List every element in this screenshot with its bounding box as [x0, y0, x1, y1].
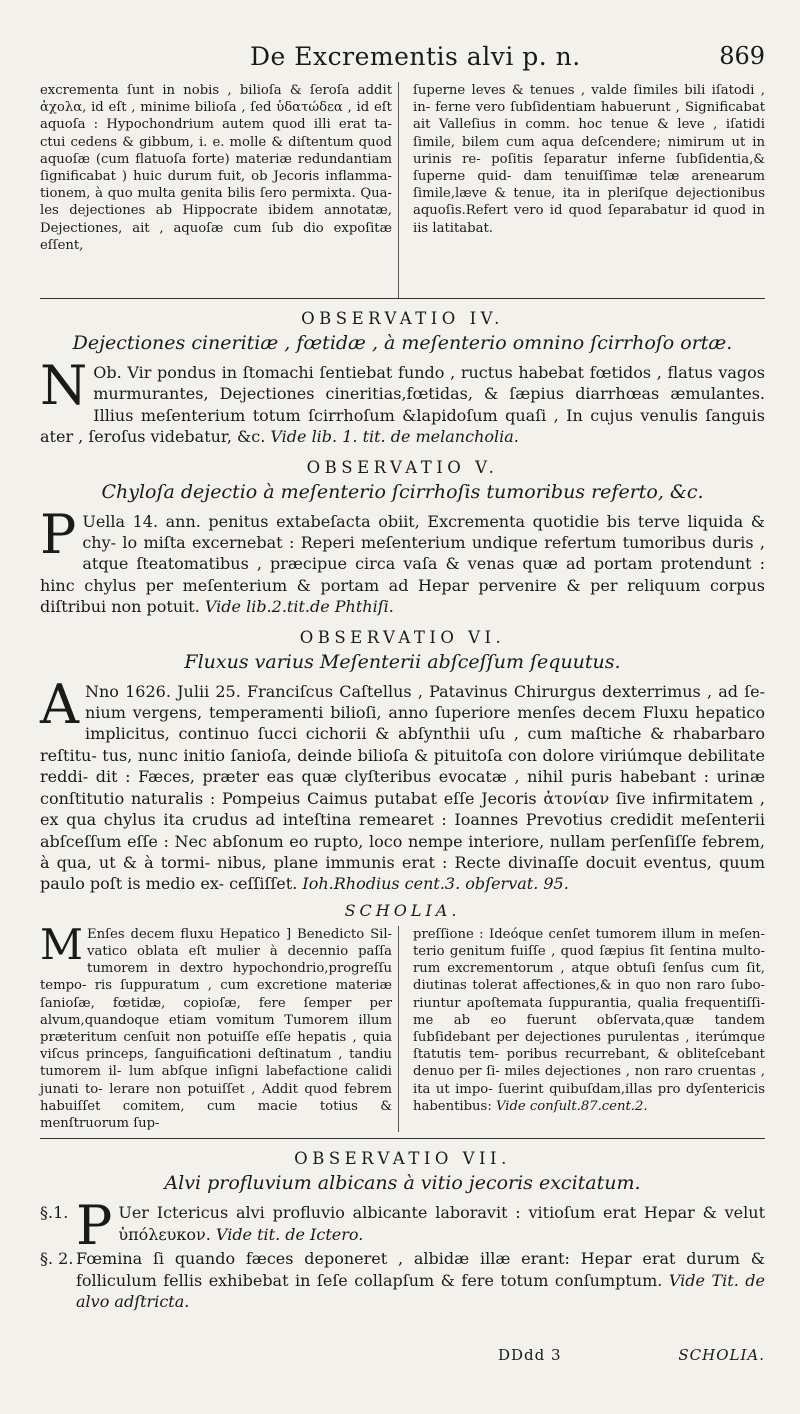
observation-title: Alvi profluvium albicans à vitio jecoris excitatum.: [164, 1172, 641, 1195]
observation-heading: OBSERVATIO VI.: [299, 627, 506, 647]
cross-reference: Vide conſult.87.cent.2.: [495, 1098, 648, 1114]
continued-text-right: ſuperne leves & tenues , valde ſimiles bili iſatodi , in- ferne vero ſubſidentiam habuerunt , Significabat ait Valleſius in comm. hoc tenue & leve , iſatidi ſimile, bilem cum aqua deſcendere; nimirum ut in urinis re- poſitis ſeparatur inferne ſubſidentia,& ſuperne quid- dam tenuiſſimæ telæ arenearum ſimile,læve & tenue, ita in pleriſque dejectionibus aquoſis.Refert vero id quod ſeparabatur id quod in iis latitabat.: [413, 83, 765, 236]
observation-body: [40, 354, 765, 448]
observation-4: [40, 309, 765, 448]
observation-5: [40, 458, 765, 618]
observation-text: Uella 14. ann. penitus extabeſacta obiit, Excrementa quotidie bis terve liquida & chy- lo miſta excernebat : Reperi meſenterium undique refertum tumoribus duris , atque ſteatomatibus , præcipue circa vaſa & venas quæ ad portam protendunt : hinc chylus per meſenterium & portam ad Hepar pervenire & per reliquum corpus diſtribui non potuit.: [40, 511, 765, 617]
observation-heading: OBSERVATIO V.: [306, 457, 499, 477]
book-page: [40, 40, 765, 1386]
observation-heading: OBSERVATIO VII.: [294, 1149, 511, 1169]
observation-7: [40, 1149, 765, 1312]
observation-text: Ob. Vir pondus in ſtomachi ſentiebat fundo , ructus habebat fœtidos , flatus vagos murmurantes, Dejectiones cineritias,fœtidas, & ſæpius diarrhœas æmulantes. Illius meſenterium totum ſcirrhoſum &lapidoſum quaſi , In cujus venulis ſanguis ater , ſeroſus videbatur, &c.: [40, 363, 765, 447]
cross-reference: Vide lib. 1. tit. de melancholia.: [270, 427, 519, 447]
section-mark: §. 2.: [40, 1249, 74, 1269]
scholia-right-text: preſſione : Ideóque cenſet tumorem illum in meſen- terio genitum fuiſſe , quod ſæpius ſit ſentina multo- rum excrementorum , atque obtuſi ſenſus cum ſit, diutinas tolerat affectiones,& in quo non raro ſubo- riuntur apoſtemata ſuppurantia, qualia frequentiſſi- me ab eo fuerunt obſervata,quæ tandem ſubſidebant per dejectiones purulentas , iterúmque ſtatutis tem- poribus recurrebant, & obliteſcebant denuo per ſi- miles dejectiones , non raro cruentas , ita ut impo- ſuerint quibuſdam,illas pro dyſentericis habentibus:: [413, 926, 765, 1114]
observation-heading: OBSERVATIO IV.: [301, 309, 504, 328]
drop-cap: P: [40, 502, 77, 566]
cross-reference: Ioh.Rhodius cent.3. obſervat. 95.: [302, 874, 569, 894]
paragraph-text: Fœmina ſi quando fæces deponeret , albidæ illæ erant: Hepar erat durum & folliculum fellis exhibebat in ſeſe collapſum & fere totum conſumptum.: [76, 1249, 765, 1290]
scholia-right-column: [413, 926, 765, 1132]
observation-body: [40, 672, 765, 895]
cross-reference: Vide lib.2.tit.de Phthiſi.: [204, 597, 394, 617]
scholia-heading: SCHOLIA.: [344, 900, 461, 920]
continued-text-left: excrementa ſunt in nobis , bilioſa & ſeroſa addit ἀχολα, id eſt , minime bilioſa , ſed ὑδατώδεα , id eſt aquoſa : Hypochondrium autem quod illi erat ta- ctui cedens & gibbum, i. e. molle & diſtentum quod aquoſæ (cum flatuoſa forte) materiæ redundantiam ſignificabat ) huic durum fuit, ob Jecoris inflamma- tionem, à quo multa genita bilis ſero permixta. Qua- les dejectiones ab Hippocrate ibidem annotatæ, Dejectiones, ait , aquoſæ cum ſub dio expoſitæ eſſent,: [40, 82, 399, 298]
observation-body: [40, 502, 765, 618]
paragraph-body: [76, 1194, 765, 1258]
section-divider: [40, 1138, 765, 1139]
cross-reference: Vide tit. de Ictero.: [215, 1224, 364, 1244]
section-mark: §.1.: [40, 1203, 69, 1223]
paragraph-2: [40, 1248, 765, 1312]
scholia-left-text: Enſes decem fluxu Hepatico ] Benedicto Sil- vatico oblata eſt mulier à decennio paſſa tumorem in dextro hypochondrio,progreſſu tempo- ris ſuppuratum , cum excretione materiæ ſanioſæ, fœtidæ, copioſæ, fere ſemper per alvum,quandoque etiam vomitum Tumorem illum præteritum cenſuit non potuiſſe eſſe hepatis , quia viſcus princeps, ſanguificationi deſtinatum , tandiu tumorem il- lum abſque inſigni labefactione calidi junati to- lerare non potuiſſet , Addit quod febrem habuiſſet comitem, cum macie totius & menſtruorum ſup-: [40, 926, 392, 1131]
observation-title: Dejectiones cineritiæ , fœtidæ , à meſenterio omnino ſcirrhoſo ortæ.: [72, 332, 733, 354]
drop-cap: M: [40, 919, 84, 969]
scholia: [40, 901, 765, 1132]
paragraph-text: Uer Ictericus alvi profluvio albicante laboravit : vitioſum erat Hepar & velut ὑπόλευκον.: [118, 1203, 765, 1244]
signature-mark: DDdd 3: [498, 1346, 562, 1365]
cross-reference: Vide Tit. de alvo adſtricta.: [76, 1270, 765, 1311]
running-title: De Excrementis alvi p. n.: [250, 42, 581, 71]
page-number: 869: [719, 42, 765, 70]
continued-text-block: [40, 82, 765, 298]
paragraph-1: [40, 1194, 765, 1258]
observation-title: Fluxus varius Meſenterii abſceſſum ſequutus.: [184, 650, 621, 673]
catchword: SCHOLIA.: [678, 1346, 765, 1365]
scholia-columns: [40, 919, 765, 1132]
drop-cap: A: [40, 672, 79, 736]
observation-text: Nno 1626. Julii 25. Franciſcus Caſtellus , Patavinus Chirurgus dexterrimus , ad ſe- nium vergens, temperamenti bilioſi, anno ſuperiore menſes decem Fluxu hepatico implicitus, continuo ſucci cichorii & abſynthii uſu , cum maſtiche & rhabarbaro reſtitu- tus, nunc initio ſanioſa, deinde bilioſa & pituitoſa con dolore viriúmque debilitate reddi- dit : Fæces, præter eas quæ clyſteribus evocatæ , nihil puris habebant : urinæ conſtitutio naturalis : Pompeius Caimus putabat eſſe Jecoris ἀτονίαν ſive infirmitatem , ex qua chylus ita crudus ad inteſtina remearet : Ioannes Prevotius credidit meſenterii abſceſſum eſſe : Nec abſonum eo rupto, loco nempe interiore, nullam perſenſiſſe febrem, à qua, ut & à tormi- nibus, plane immunis erat : Recte divinaſſe docuit eventus, quum paulo poſt is medio ex- ceſſiſſet.: [40, 681, 765, 894]
paragraph-body: [76, 1248, 765, 1312]
scholia-left-column: [40, 919, 399, 1132]
drop-cap: P: [76, 1194, 113, 1258]
drop-cap: N: [40, 354, 88, 417]
page-footer: [40, 1346, 765, 1386]
observation-6: [40, 628, 765, 895]
section-divider: [40, 298, 765, 299]
running-head: [40, 40, 765, 82]
observation-title: Chyloſa dejectio à meſenterio ſcirrhoſis tumoribus referto, &c.: [101, 480, 704, 503]
